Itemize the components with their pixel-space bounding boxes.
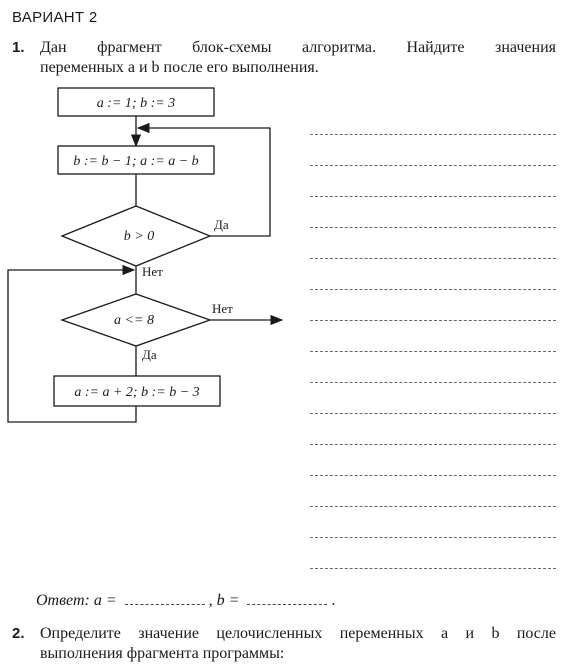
flow-cond2-yes: Да — [142, 347, 157, 362]
task2-text-line1: Определите значение целочисленных переменных a и b после — [40, 625, 556, 642]
answer-label: Ответ: — [36, 592, 90, 609]
answer-end: . — [331, 592, 336, 609]
answer-a-blank[interactable] — [125, 592, 205, 605]
flow-cond1-no: Нет — [142, 264, 163, 279]
flow-loop2-text: a := a + 2; b := b − 3 — [74, 385, 200, 400]
answer-a-label: a = — [93, 592, 117, 609]
task1-text-line1: Дан фрагмент блок-схемы алгоритма. Найдите значения — [40, 39, 556, 56]
answer-line[interactable] — [310, 290, 556, 321]
answer-line[interactable] — [310, 135, 556, 166]
answer-lines — [310, 104, 556, 569]
answer-line[interactable] — [310, 507, 556, 538]
answer-separator: , — [208, 592, 213, 609]
flow-loop1-text: b := b − 1; a := a − b — [73, 154, 199, 169]
answer-b-blank[interactable] — [247, 592, 327, 605]
flow-cond1-text: b > 0 — [123, 229, 155, 244]
answer-line[interactable] — [310, 445, 556, 476]
answer-line[interactable] — [310, 104, 556, 135]
task1-text-line2: переменных a и b после его выполнения. — [40, 59, 319, 76]
flow-cond2-no: Нет — [212, 301, 233, 316]
flow-init-text: a := 1; b := 3 — [96, 96, 176, 111]
task1-number: 1. — [12, 39, 25, 56]
answer-line[interactable] — [310, 166, 556, 197]
answer-line[interactable] — [310, 476, 556, 507]
answer-line[interactable] — [310, 352, 556, 383]
flow-loop1-return — [138, 128, 270, 236]
answer-line[interactable] — [310, 383, 556, 414]
task2-text-line2: выполнения фрагмента программы: — [40, 645, 285, 662]
answer-line[interactable] — [310, 197, 556, 228]
flow-cond2-text: a <= 8 — [114, 313, 154, 328]
answer-line[interactable] — [310, 538, 556, 569]
task2-number: 2. — [12, 625, 25, 642]
flow-cond1-yes: Да — [214, 217, 229, 232]
task1-answer — [36, 592, 335, 610]
answer-b-label: b = — [216, 592, 240, 609]
answer-line[interactable] — [310, 414, 556, 445]
task2-text — [40, 624, 556, 664]
variant-heading: ВАРИАНТ 2 — [12, 9, 98, 26]
flowchart — [0, 0, 300, 430]
answer-line[interactable] — [310, 228, 556, 259]
answer-line[interactable] — [310, 259, 556, 290]
answer-line[interactable] — [310, 321, 556, 352]
